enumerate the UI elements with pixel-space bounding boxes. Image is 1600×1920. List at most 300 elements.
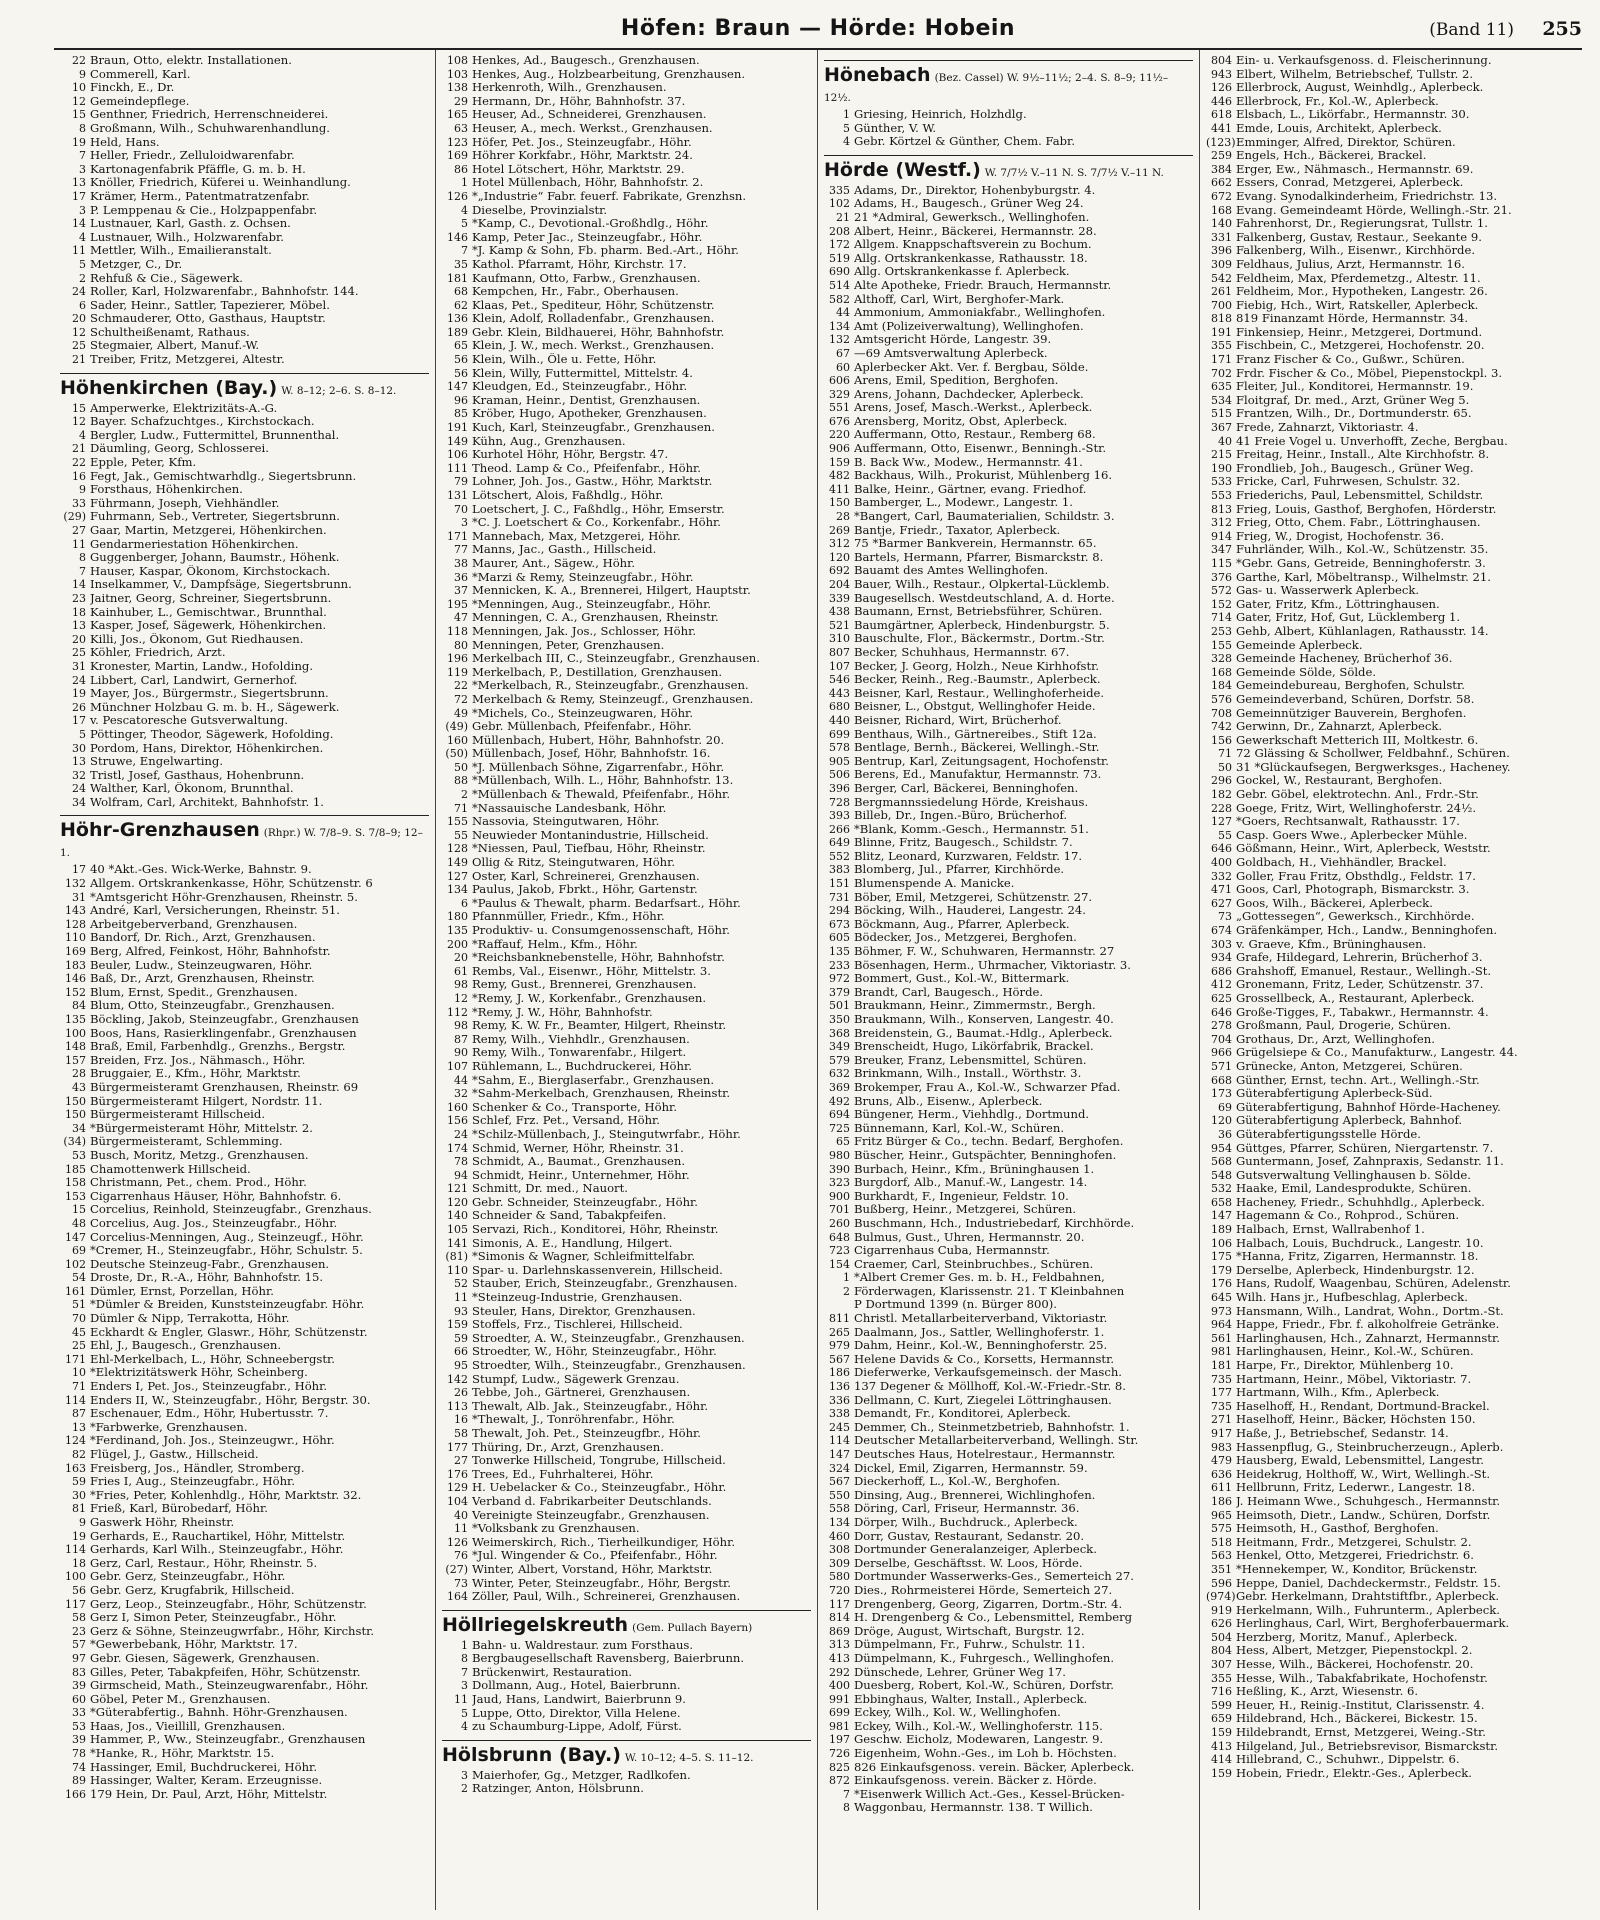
phone-number: 25 — [72, 1339, 86, 1353]
directory-entry — [60, 483, 429, 497]
phone-number: 355 — [1211, 339, 1232, 353]
phone-number: 110 — [65, 931, 86, 945]
directory-entry — [442, 652, 811, 666]
phone-number: 506 — [829, 768, 850, 782]
subscriber-name: Henkes, Ad., Baugesch., Grenzhausen. — [472, 54, 700, 67]
subscriber-name: Allg. Ortskrankenkasse f. Aplerbeck. — [854, 265, 1070, 279]
phone-number: 338 — [829, 1407, 850, 1421]
directory-entry — [442, 774, 811, 788]
subscriber-name: Remy, Wilh., Viehhdlr., Grenzhausen. — [472, 1032, 690, 1046]
directory-entry — [442, 1720, 811, 1734]
directory-entry — [1206, 1209, 1576, 1223]
directory-entry — [824, 496, 1193, 510]
directory-entry — [442, 339, 811, 353]
phone-number: 132 — [65, 877, 86, 891]
directory-entry — [442, 190, 811, 204]
phone-number: 156 — [1211, 733, 1232, 747]
directory-entry — [60, 1557, 429, 1571]
office-hours: W. 10–12; 4–5. S. 11–12. — [624, 1751, 754, 1764]
directory-entry — [442, 54, 811, 68]
subscriber-name: 72 Glässing & Schollwer, Feldbahnf., Schüren. — [1236, 747, 1510, 761]
subscriber-name: *Hennekemper, W., Konditor, Brückenstr. — [1236, 1562, 1478, 1576]
subscriber-name: Guggenberger, Johann, Baumstr., Höhenk. — [90, 551, 340, 565]
directory-entry — [442, 108, 811, 122]
subscriber-name: Gerhards, E., Rauchartikel, Höhr, Mittelstr. — [90, 1529, 346, 1543]
subscriber-name: Blum, Ernst, Spedit., Grenzhausen. — [90, 985, 298, 999]
directory-entry — [1206, 1753, 1576, 1767]
phone-number: 716 — [1211, 1685, 1232, 1699]
phone-number: 102 — [65, 1257, 86, 1271]
phone-number: 692 — [829, 564, 850, 578]
subscriber-name: Schmitt, Dr. med., Nauort. — [472, 1182, 628, 1196]
phone-number: 45 — [72, 1325, 86, 1339]
phone-number: 208 — [829, 224, 850, 238]
directory-entry — [442, 761, 811, 775]
phone-number: 233 — [829, 958, 850, 972]
column-2 — [436, 50, 818, 1910]
directory-entry — [1206, 108, 1576, 122]
subscriber-name: Harlinghausen, Hch., Zahnarzt, Hermannstr. — [1236, 1331, 1500, 1345]
subscriber-name: 819 Finanzamt Hörde, Hermannstr. 34. — [1236, 312, 1469, 326]
subscriber-name: Bauer, Wilh., Restaur., Olpkertal-Lücklemb. — [854, 578, 1110, 591]
phone-number: 171 — [1211, 353, 1232, 367]
phone-number: 309 — [829, 1556, 850, 1570]
phone-number: 111 — [447, 461, 468, 475]
office-hours: (Bez. Cassel) W. 9½–11½; 2–4. S. 8–9; 11½–12½. — [824, 72, 1169, 104]
directory-entry — [1206, 1400, 1576, 1414]
directory-entry — [442, 95, 811, 109]
phone-number: 186 — [829, 1366, 850, 1380]
directory-entry — [824, 1244, 1193, 1258]
directory-entry — [1206, 707, 1576, 721]
subscriber-name: Adams, Dr., Direktor, Hohenbyburgstr. 4. — [854, 183, 1096, 197]
phone-number: 56 — [72, 1583, 86, 1597]
directory-entry — [1206, 584, 1576, 598]
phone-number: 39 — [72, 1679, 86, 1693]
phone-number: 55 — [454, 828, 468, 842]
place-name: Höhr-Grenzhausen — [60, 819, 260, 842]
subscriber-name: „Gottessegen“, Gewerksch., Kirchhörde. — [1236, 910, 1475, 924]
directory-entry — [824, 293, 1193, 307]
subscriber-name: Eigenheim, Wohn.-Ges., im Loh b. Höchsten. — [854, 1747, 1117, 1761]
subscriber-name: Gerz I, Simon Peter, Steinzeugfabr., Höhr. — [90, 1611, 337, 1625]
subscriber-name: Garthe, Karl, Möbeltransp., Wilhelmstr. 21. — [1236, 570, 1491, 584]
phone-number: 2 — [843, 1284, 850, 1298]
phone-number: 5 — [461, 1706, 468, 1720]
directory-entry — [824, 320, 1193, 334]
subscriber-name: Heller, Friedr., Zelluloidwarenfabr. — [90, 149, 295, 163]
directory-entry — [60, 931, 429, 945]
phone-number: 313 — [829, 1638, 850, 1652]
directory-entry — [1206, 965, 1576, 979]
subscriber-name: Haake, Emil, Landesprodukte, Schüren. — [1236, 1182, 1472, 1196]
directory-entry — [1206, 910, 1576, 924]
subscriber-name: Hess, Albert, Metzger, Piepenstockpl. 2. — [1236, 1644, 1473, 1658]
subscriber-name: Haße, J., Betriebschef, Sedanstr. 14. — [1236, 1426, 1449, 1440]
phone-number: 57 — [72, 1638, 86, 1652]
phone-number: 104 — [447, 1494, 468, 1508]
subscriber-name: Hotel Lötschert, Höhr, Marktstr. 29. — [472, 162, 685, 176]
subscriber-name: Arbeitgeberverband, Grenzhausen. — [90, 917, 298, 931]
subscriber-name: Fuhrländer, Wilh., Kol.-W., Schützenstr. 35. — [1236, 543, 1489, 557]
directory-entry — [824, 1652, 1193, 1666]
phone-number: 166 — [65, 1787, 86, 1801]
subscriber-name: Balke, Heinr., Gärtner, evang. Friedhof. — [854, 482, 1087, 496]
subscriber-name: Bahn- u. Waldrestaur. zum Forsthaus. — [472, 1638, 694, 1652]
directory-entry — [824, 1203, 1193, 1217]
subscriber-name: Eckey, Wilh., Kol.-W., Wellinghoferstr. 115. — [854, 1719, 1103, 1733]
phone-number: 611 — [1211, 1481, 1232, 1495]
phone-number: 7 — [843, 1787, 850, 1801]
subscriber-name: Deutsche Steinzeug-Fabr., Grenzhausen. — [90, 1257, 330, 1271]
subscriber-name: Schenker & Co., Transporte, Höhr. — [472, 1100, 678, 1114]
subscriber-name: Walther, Karl, Ökonom, Brunnthal. — [90, 782, 294, 796]
subscriber-name: 31 *Glückaufsegen, Bergwerksges., Hacheney. — [1236, 760, 1511, 774]
directory-entry — [442, 1652, 811, 1666]
phone-number: 965 — [1211, 1508, 1232, 1522]
directory-entry — [824, 238, 1193, 252]
phone-number: 6 — [79, 298, 86, 312]
subscriber-name: Gebr. Herkelmann, Drahtstiftfbr., Aplerbeck. — [1236, 1590, 1500, 1604]
directory-entry — [442, 1577, 811, 1591]
subscriber-name: Stauber, Erich, Steinzeugfabr., Grenzhausen. — [472, 1277, 738, 1291]
subscriber-name: Baß, Dr., Arzt, Grenzhausen, Rheinstr. — [90, 972, 315, 986]
phone-number: 646 — [1211, 1005, 1232, 1019]
phone-number: 197 — [829, 1733, 850, 1747]
directory-entry — [1206, 95, 1576, 109]
phone-number: 100 — [65, 1570, 86, 1584]
subscriber-name: Goege, Fritz, Wirt, Wellinghoferstr. 24½. — [1236, 801, 1477, 815]
subscriber-name: H. Uebelacker & Co., Steinzeugfabr., Höhr. — [472, 1481, 727, 1495]
directory-entry — [824, 1135, 1193, 1149]
directory-entry — [1206, 1672, 1576, 1686]
directory-entry — [824, 1475, 1193, 1489]
subscriber-name: Hildebrand, Hch., Bäckerei, Bickestr. 15. — [1236, 1712, 1478, 1726]
subscriber-name: Essers, Conrad, Metzgerei, Aplerbeck. — [1236, 176, 1464, 190]
subscriber-name: Dorr, Gustav, Restaurant, Sedanstr. 20. — [854, 1529, 1085, 1543]
phone-number: 690 — [829, 265, 850, 279]
phone-number: 699 — [829, 1706, 850, 1720]
phone-number: 7 — [79, 564, 86, 578]
directory-entry — [60, 1366, 429, 1380]
subscriber-name: *Blank, Komm.-Gesch., Hermannstr. 51. — [854, 822, 1089, 836]
subscriber-name: Ratzinger, Anton, Hölsbrunn. — [472, 1782, 644, 1796]
phone-number: 70 — [454, 502, 468, 516]
directory-entry — [442, 1782, 811, 1796]
subscriber-name: Heimsoth, H., Gasthof, Berghofen. — [1236, 1522, 1439, 1536]
subscriber-name: 21 *Admiral, Gewerksch., Wellinghofen. — [854, 210, 1090, 224]
directory-entry — [824, 931, 1193, 945]
directory-entry — [824, 660, 1193, 674]
phone-number — [824, 1298, 854, 1312]
directory-entry — [60, 1339, 429, 1353]
directory-entry — [824, 904, 1193, 918]
directory-entry — [60, 122, 429, 136]
phone-number: 140 — [447, 1209, 468, 1223]
directory-entry — [824, 1516, 1193, 1530]
phone-number: 2 — [461, 1782, 468, 1796]
subscriber-name: Bünnemann, Karl, Kol.-W., Schüren. — [854, 1121, 1065, 1135]
phone-number: 471 — [1211, 883, 1232, 897]
directory-entry — [60, 1693, 429, 1707]
phone-number: 723 — [829, 1244, 850, 1258]
directory-entry — [60, 272, 429, 286]
phone-number: 725 — [829, 1121, 850, 1135]
directory-entry — [60, 81, 429, 95]
directory-entry — [1206, 1196, 1576, 1210]
directory-entry — [824, 1598, 1193, 1612]
subscriber-name: Becker, Schuhhaus, Hermannstr. 67. — [854, 645, 1070, 659]
subscriber-name: *Reichsbanknebenstelle, Höhr, Bahnhofstr. — [472, 951, 725, 965]
page-header — [54, 14, 1582, 50]
phone-number: 164 — [447, 1590, 468, 1604]
phone-number: 309 — [1211, 257, 1232, 271]
subscriber-name: Backhaus, Wilh., Prokurist, Mühlenberg 16. — [854, 469, 1113, 483]
phone-number: 58 — [454, 1426, 468, 1440]
subscriber-name: 137 Degener & Möllhoff, Kol.-W.-Friedr.-Str. 8. — [854, 1380, 1126, 1394]
phone-number: 52 — [454, 1277, 468, 1291]
subscriber-name: Fuhrmann, Seb., Vertreter, Siegertsbrunn. — [90, 510, 340, 524]
directory-entry — [1206, 1631, 1576, 1645]
directory-entry — [442, 258, 811, 272]
phone-number: 147 — [65, 1230, 86, 1244]
phone-number: 492 — [829, 1094, 850, 1108]
subscriber-name: *Cremer, H., Steinzeugfabr., Höhr, Schulstr. 5. — [90, 1244, 363, 1258]
phone-number: 126 — [447, 189, 468, 203]
directory-entry — [442, 571, 811, 585]
phone-number: 265 — [829, 1325, 850, 1339]
subscriber-name: Haselhoff, Heinr., Bäcker, Höchsten 150. — [1236, 1413, 1476, 1427]
phone-number: 605 — [829, 931, 850, 945]
subscriber-name: Alte Apotheke, Friedr. Brauch, Hermannstr. — [854, 278, 1112, 292]
directory-entry — [442, 1277, 811, 1291]
directory-entry — [442, 299, 811, 313]
directory-entry — [442, 122, 811, 136]
subscriber-name: P. Lemppenau & Cie., Holzpappenfabr. — [90, 203, 318, 217]
phone-number: 98 — [454, 978, 468, 992]
phone-number: 16 — [72, 469, 86, 483]
subscriber-name: Buschmann, Hch., Industriebedarf, Kirchhörde. — [854, 1216, 1135, 1230]
subscriber-name: *Schilz-Müllenbach, J., Steingutwrfabr., Höhr. — [472, 1127, 741, 1141]
phone-number: 271 — [1211, 1413, 1232, 1427]
directory-entry — [1206, 285, 1576, 299]
phone-number: 7 — [461, 244, 468, 258]
subscriber-name: Gebr. Gerz, Krugfabrik, Hillscheid. — [90, 1583, 295, 1597]
subscriber-name: Griesing, Heinrich, Holzhdlg. — [854, 108, 1027, 121]
subscriber-name: Happe, Friedr., Fbr. f. alkoholfreie Getränke. — [1236, 1318, 1500, 1332]
subscriber-name: Kurhotel Höhr, Höhr, Bergstr. 47. — [472, 448, 669, 462]
phone-number: 347 — [1211, 543, 1232, 557]
phone-number: 312 — [1211, 516, 1232, 530]
subscriber-name: Bürgermeisteramt Hilgert, Nordstr. 11. — [90, 1094, 323, 1108]
subscriber-name: Stoffels, Frz., Tischlerei, Hillscheid. — [472, 1318, 683, 1332]
phone-number: 1 — [843, 1271, 850, 1285]
subscriber-name: Kuch, Karl, Steinzeugfabr., Grenzhausen. — [472, 421, 715, 435]
directory-entry — [1206, 1536, 1576, 1550]
subscriber-name: Dümler & Nipp, Terrakotta, Höhr. — [90, 1312, 290, 1326]
directory-entry — [442, 407, 811, 421]
directory-entry — [60, 687, 429, 701]
directory-entry — [442, 938, 811, 952]
subscriber-name: P Dortmund 1399 (n. Bürger 800). — [854, 1298, 1057, 1312]
subscriber-name: Schmidt, Heinr., Unternehmer, Höhr. — [472, 1168, 690, 1182]
subscriber-name: Jaud, Hans, Landwirt, Baierbrunn 9. — [472, 1693, 686, 1707]
directory-entry — [60, 1203, 429, 1217]
subscriber-name: Böckling, Jakob, Steinzeugfabr., Grenzhausen — [90, 1013, 359, 1026]
directory-entry — [60, 1733, 429, 1747]
phone-number: 13 — [72, 619, 86, 633]
phone-number: (123) — [1206, 135, 1236, 149]
directory-entry — [60, 1135, 429, 1149]
phone-number: 728 — [829, 795, 850, 809]
subscriber-name: J. Heimann Wwe., Schuhgesch., Hermannstr. — [1236, 1494, 1501, 1508]
directory-entry — [442, 856, 811, 870]
directory-entry — [824, 469, 1193, 483]
phone-number: 169 — [447, 149, 468, 163]
directory-entry — [1206, 1305, 1576, 1319]
phone-number: (27) — [445, 1562, 468, 1576]
phone-number: 158 — [65, 1176, 86, 1190]
directory-entry — [824, 1434, 1193, 1448]
directory-entry — [1206, 1604, 1576, 1618]
subscriber-name: Enders I, Pet. Jos., Steinzeugfabr., Höhr. — [90, 1380, 328, 1394]
phone-number: 701 — [829, 1203, 850, 1217]
phone-number: 21 — [72, 442, 86, 456]
directory-entry — [60, 1652, 429, 1666]
directory-entry — [442, 707, 811, 721]
phone-number: 38 — [454, 556, 468, 570]
directory-entry — [442, 1046, 811, 1060]
subscriber-name: Sader, Heinr., Sattler, Tapezierer, Möbel. — [90, 298, 330, 312]
phone-number: 412 — [1211, 978, 1232, 992]
phone-number: 114 — [65, 1393, 86, 1407]
page-number: 255 — [1542, 18, 1582, 40]
subscriber-name: Boos, Hans, Rasierklingenfabr., Grenzhausen — [90, 1026, 357, 1040]
phone-number: 8 — [79, 121, 86, 135]
directory-entry — [1206, 1277, 1576, 1291]
phone-number: 10 — [72, 1366, 86, 1380]
phone-number: 19 — [72, 687, 86, 701]
phone-number: 514 — [829, 278, 850, 292]
directory-entry — [60, 1788, 429, 1802]
subscriber-name: Gemeindepflege. — [90, 94, 190, 108]
subscriber-name: Derselbe, Aplerbeck, Hindenburgstr. 12. — [1236, 1263, 1475, 1277]
subscriber-name: Brenscheidt, Hugo, Likörfabrik, Brackel. — [854, 1040, 1094, 1054]
subscriber-name: Arens, Emil, Spedition, Berghofen. — [854, 374, 1059, 388]
subscriber-name: Girmscheid, Math., Steinzeugwarenfabr., Höhr. — [90, 1679, 369, 1693]
directory-entry — [442, 598, 811, 612]
subscriber-name: Maurer, Ant., Sägew., Höhr. — [472, 556, 636, 570]
phone-number: 578 — [829, 741, 850, 755]
phone-number: 303 — [1211, 937, 1232, 951]
subscriber-name: Bartels, Hermann, Pfarrer, Bismarckstr. 8. — [854, 550, 1104, 564]
subscriber-name: Hassinger, Emil, Buchdruckerei, Höhr. — [90, 1760, 318, 1774]
phone-number: 126 — [447, 1535, 468, 1549]
phone-number: 160 — [447, 1100, 468, 1114]
phone-number: 572 — [1211, 584, 1232, 598]
directory-entry — [824, 1366, 1193, 1380]
subscriber-name: Mennicken, K. A., Brennerei, Hilgert, Hauptstr. — [472, 584, 751, 598]
phone-number: 169 — [65, 945, 86, 959]
directory-entry — [60, 136, 429, 150]
phone-number: 599 — [1211, 1698, 1232, 1712]
phone-number: 63 — [454, 121, 468, 135]
subscriber-name: Demandt, Fr., Konditorei, Aplerbeck. — [854, 1407, 1071, 1421]
directory-entry — [442, 1182, 811, 1196]
phone-number: 567 — [829, 1475, 850, 1489]
subscriber-name: Dümler, Ernst, Porzellan, Höhr. — [90, 1284, 274, 1298]
subscriber-name: Klein, Wilh., Öle u. Fette, Höhr. — [472, 353, 657, 367]
subscriber-name: Burgdorf, Alb., Manuf.-W., Langestr. 14. — [854, 1176, 1088, 1190]
directory-entry — [442, 543, 811, 557]
phone-number: 120 — [447, 1195, 468, 1209]
subscriber-name: *Dümler & Breiden, Kunststeinzeugfabr. Höhr. — [90, 1298, 365, 1312]
directory-entry — [1206, 870, 1576, 884]
directory-entry — [60, 1475, 429, 1489]
phone-number: 103 — [447, 67, 468, 81]
directory-entry — [824, 959, 1193, 973]
directory-entry — [60, 660, 429, 674]
subscriber-name: Droste, Dr., R.-A., Höhr, Bahnhofstr. 15. — [90, 1271, 324, 1285]
phone-number: 150 — [65, 1108, 86, 1122]
directory-entry — [60, 1353, 429, 1367]
directory-entry — [442, 679, 811, 693]
phone-number: 811 — [829, 1312, 850, 1326]
directory-entry — [60, 701, 429, 715]
phone-number: 40 — [1218, 434, 1232, 448]
phone-number: 120 — [829, 550, 850, 564]
directory-entry — [824, 306, 1193, 320]
directory-entry — [60, 1244, 429, 1258]
directory-entry — [442, 1019, 811, 1033]
directory-entry — [824, 265, 1193, 279]
directory-entry — [1206, 1522, 1576, 1536]
phone-number: 168 — [1211, 203, 1232, 217]
directory-entry — [824, 1801, 1193, 1815]
directory-entry — [442, 1427, 811, 1441]
directory-entry — [60, 1095, 429, 1109]
phone-number: 672 — [1211, 189, 1232, 203]
phone-number: 15 — [72, 108, 86, 122]
directory-entry — [60, 592, 429, 606]
directory-entry — [1206, 231, 1576, 245]
phone-number: 618 — [1211, 108, 1232, 122]
directory-entry — [824, 388, 1193, 402]
phone-number: 126 — [1211, 81, 1232, 95]
subscriber-name: 41 Freie Vogel u. Unverhofft, Zeche, Bergbau. — [1236, 434, 1508, 448]
phone-number: 83 — [72, 1665, 86, 1679]
subscriber-name: Held, Hans. — [90, 135, 160, 149]
directory-entry — [1206, 815, 1576, 829]
phone-number: 11 — [72, 244, 86, 258]
subscriber-name: Weimerskirch, Rich., Tierheilkundiger, Höhr. — [472, 1535, 736, 1549]
subscriber-name: Gerhards, Karl Wilh., Steinzeugfabr., Höhr. — [90, 1543, 344, 1557]
directory-entry — [1206, 1223, 1576, 1237]
directory-entry — [1206, 1101, 1576, 1115]
subscriber-name: Hilgeland, Jul., Betriebsrevisor, Bismarckstr. — [1236, 1739, 1499, 1753]
place-heading — [442, 1740, 811, 1766]
directory-entry — [442, 788, 811, 802]
directory-entry — [1206, 1509, 1576, 1523]
directory-entry — [60, 742, 429, 756]
subscriber-name: Krämer, Herm., Patentmatratzenfabr. — [90, 189, 310, 203]
phone-number: 983 — [1211, 1440, 1232, 1454]
phone-number: 979 — [829, 1339, 850, 1353]
subscriber-name: Kasper, Josef, Sägewerk, Höhenkirchen. — [90, 619, 327, 633]
phone-number: 143 — [65, 904, 86, 918]
phone-number: 117 — [65, 1597, 86, 1611]
phone-number: 160 — [447, 733, 468, 747]
